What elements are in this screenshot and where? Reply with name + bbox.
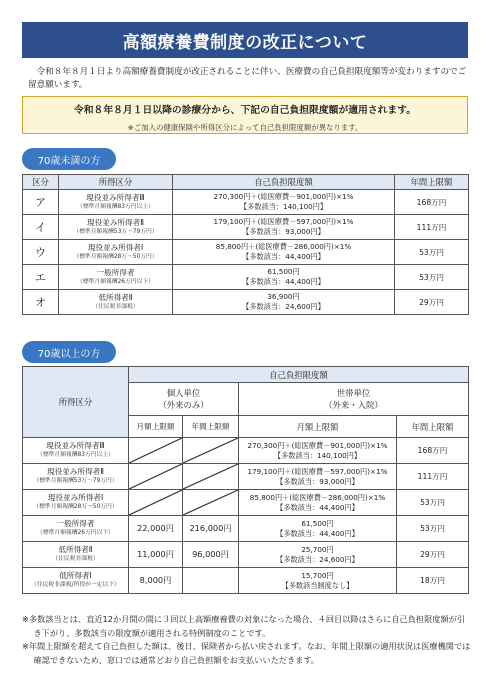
- limit-multi: 【多数該当：24,600円】: [242, 302, 325, 311]
- income-note: （標準月額報酬83万円以上）: [37, 452, 114, 458]
- limit-multi: 【多数該当：44,400円】: [276, 502, 359, 512]
- header-individual-sub: （外来のみ）: [158, 400, 209, 410]
- income-name: 現役並み所得者Ⅲ: [46, 441, 105, 450]
- annual-cell: 29万円: [395, 290, 469, 315]
- income-cell: [23, 542, 129, 568]
- limit-cell: [173, 265, 395, 290]
- diagonal-slash: [129, 490, 182, 515]
- limit-cell: [173, 215, 395, 240]
- annual-cell: 53万円: [395, 265, 469, 290]
- income-cell: [23, 490, 129, 516]
- income-cell: [23, 438, 129, 464]
- table-row: [23, 240, 469, 265]
- diagonal-slash: [183, 490, 238, 515]
- income-note: （標準月額報酬83万円以上）: [77, 203, 154, 210]
- table-row: [23, 464, 469, 490]
- individual-annual-cell: 96,000円: [183, 542, 239, 568]
- limit-formula: 61,500円: [267, 267, 300, 276]
- income-cell: [23, 516, 129, 542]
- individual-monthly-cell: 11,000円: [129, 542, 183, 568]
- limit-multi: 【多数該当：93,000円】: [276, 476, 359, 486]
- annual-cell: 111万円: [395, 215, 469, 240]
- limit-cell: [173, 190, 395, 215]
- limit-multi: 【多数該当：44,400円】: [276, 528, 359, 538]
- limit-multi: 【多数該当：140,100円】: [273, 450, 362, 460]
- income-cell: [23, 464, 129, 490]
- limit-formula: 270,300円＋(総医療費－901,000円)×1%: [213, 192, 354, 201]
- table-row: [23, 490, 469, 516]
- kubun-cell: ア: [23, 190, 59, 215]
- income-name: 一般所得者: [56, 519, 95, 528]
- income-name: 現役並み所得者Ⅱ: [47, 467, 104, 476]
- header-income: 所得区分: [23, 367, 129, 438]
- limit-multi: 【多数該当制度なし】: [281, 580, 354, 590]
- limit-cell: [173, 240, 395, 265]
- limit-formula: 61,500円: [301, 518, 334, 528]
- income-name: 一般所得者: [96, 267, 135, 277]
- limit-cell: [239, 568, 397, 594]
- income-cell: [59, 290, 173, 315]
- annual-cell: 168万円: [395, 190, 469, 215]
- income-note: （標準月額報酬53万～79万円）: [33, 478, 118, 484]
- limit-formula: 25,700円: [301, 544, 334, 554]
- notice-box: [22, 96, 468, 134]
- under70-table: [22, 174, 469, 315]
- header-individual: [129, 383, 239, 416]
- header-individual-label: 個人単位: [166, 388, 201, 398]
- table-row: [23, 542, 469, 568]
- income-cell: [59, 265, 173, 290]
- limit-cell: [239, 542, 397, 568]
- income-note: （住民税非課税/所得が一定以下）: [31, 582, 120, 588]
- income-name: 現役並み所得者Ⅰ: [47, 493, 104, 502]
- income-note: （標準月額報酬53万～79万円）: [73, 228, 158, 235]
- income-name: 低所得者Ⅱ: [58, 545, 93, 554]
- individual-monthly-cell: 8,000円: [129, 568, 183, 594]
- intro-text: 令和８年８月１日より高額療養費制度が改正されることに伴い、医療費の自己負担限度額等が変わりますのでご留意願います。: [28, 67, 467, 90]
- income-name: 現役並み所得者Ⅱ: [87, 217, 144, 227]
- diagonal-slash: [183, 464, 238, 489]
- limit-formula: 15,700円: [301, 570, 334, 580]
- page-title: 高額療養費制度の改正について: [22, 22, 468, 58]
- over70-table: [22, 366, 469, 594]
- income-note: （標準月額報酬26万円以下）: [77, 278, 154, 285]
- note-multi: ※多数該当とは、直近12か月間の間に３回以上高額療養費の対象になった場合、４回目以降はさらに自己負担限度額が引き下がり、多数該当の限度額が適用される特例制度のことです。: [22, 614, 466, 638]
- income-name: 低所得者Ⅰ: [59, 571, 92, 580]
- table-row: [23, 516, 469, 542]
- kubun-cell: ウ: [23, 240, 59, 265]
- header-income: 所得区分: [59, 175, 173, 190]
- table-row: [23, 568, 469, 594]
- income-note: （住民税非課税）: [92, 303, 139, 310]
- header-kubun: 区分: [23, 175, 59, 190]
- header-household: [239, 383, 469, 416]
- annual-cell: 111万円: [397, 464, 469, 490]
- header-ind-monthly: 月額上限額: [129, 416, 183, 438]
- income-name: 低所得者Ⅱ: [98, 292, 133, 302]
- limit-multi: 【多数該当：140,100円】: [239, 202, 328, 211]
- notice-main: 令和８年８月１日以降の診療分から、下記の自己負担限度額が適用されます。: [73, 105, 417, 116]
- table-row: [23, 190, 469, 215]
- notice-sub: ※ご加入の健康保険や所得区分によって自己負担限度額が異なります。: [127, 123, 363, 132]
- limit-formula: 36,900円: [267, 292, 300, 301]
- note-annual: ※年間上限額を超えて自己負担した額は、後日、保険者から払い戻されます。なお、年間上限額の適用状況は医療機関では確認できないため、窓口では通常どおり自己負担額をお支払いいただきます。: [22, 641, 471, 665]
- header-household-label: 世帯単位: [336, 388, 371, 398]
- section-label-over70: 70歳以上の方: [22, 341, 116, 363]
- limit-formula: 85,800円＋(総医療費－286,000円)×1%: [249, 492, 386, 502]
- header-limit: 自己負担限度額: [129, 367, 469, 383]
- individual-annual-cell: 216,000円: [183, 516, 239, 542]
- header-ind-annual: 年間上限額: [183, 416, 239, 438]
- limit-multi: 【多数該当：24,600円】: [276, 554, 359, 564]
- limit-multi: 【多数該当：93,000円】: [242, 227, 325, 236]
- income-cell: [59, 240, 173, 265]
- header-limit: 自己負担限度額: [173, 175, 395, 190]
- header-hh-monthly: 月額上限額: [239, 416, 397, 438]
- kubun-cell: イ: [23, 215, 59, 240]
- individual-annual-cell: [183, 568, 239, 594]
- income-cell: [59, 215, 173, 240]
- table-row: [23, 265, 469, 290]
- diagonal-slash: [183, 438, 238, 463]
- header-annual: 年間上限額: [395, 175, 469, 190]
- annual-cell: 18万円: [397, 568, 469, 594]
- not-applicable-cell: [183, 438, 239, 464]
- limit-multi: 【多数該当：44,400円】: [242, 277, 325, 286]
- income-note: （標準月額報酬28万～50万円）: [33, 504, 118, 510]
- income-name: 現役並み所得者Ⅰ: [87, 242, 144, 252]
- header-household-sub: （外来・入院）: [324, 400, 383, 410]
- limit-cell: [239, 464, 397, 490]
- limit-formula: 179,100円＋(総医療費－597,000円)×1%: [247, 466, 388, 476]
- limit-formula: 179,100円＋(総医療費－597,000円)×1%: [213, 217, 354, 226]
- income-name: 現役並み所得者Ⅲ: [86, 192, 145, 202]
- limit-cell: [239, 516, 397, 542]
- table-row: [23, 215, 469, 240]
- annual-cell: 29万円: [397, 542, 469, 568]
- limit-formula: 270,300円＋(総医療費－901,000円)×1%: [247, 440, 388, 450]
- limit-cell: [239, 490, 397, 516]
- not-applicable-cell: [183, 464, 239, 490]
- limit-cell: [239, 438, 397, 464]
- income-note: （標準月額報酬28万～50万円）: [73, 253, 158, 260]
- income-note: （標準月額報酬26万円以下）: [37, 530, 114, 536]
- not-applicable-cell: [129, 438, 183, 464]
- table-row: [23, 290, 469, 315]
- annual-cell: 53万円: [397, 490, 469, 516]
- kubun-cell: オ: [23, 290, 59, 315]
- annual-cell: 53万円: [395, 240, 469, 265]
- limit-formula: 85,800円＋(総医療費－286,000円)×1%: [215, 242, 352, 251]
- header-hh-annual: 年間上限額: [397, 416, 469, 438]
- limit-cell: [173, 290, 395, 315]
- individual-monthly-cell: 22,000円: [129, 516, 183, 542]
- income-cell: [59, 190, 173, 215]
- not-applicable-cell: [183, 490, 239, 516]
- not-applicable-cell: [129, 464, 183, 490]
- diagonal-slash: [129, 464, 182, 489]
- diagonal-slash: [129, 438, 182, 463]
- notes: [22, 613, 472, 667]
- table-row: [23, 438, 469, 464]
- annual-cell: 168万円: [397, 438, 469, 464]
- annual-cell: 53万円: [397, 516, 469, 542]
- not-applicable-cell: [129, 490, 183, 516]
- kubun-cell: エ: [23, 265, 59, 290]
- section-label-under70: 70歳未満の方: [22, 148, 116, 170]
- limit-multi: 【多数該当：44,400円】: [242, 252, 325, 261]
- income-note: （住民税非課税）: [52, 556, 99, 562]
- income-cell: [23, 568, 129, 594]
